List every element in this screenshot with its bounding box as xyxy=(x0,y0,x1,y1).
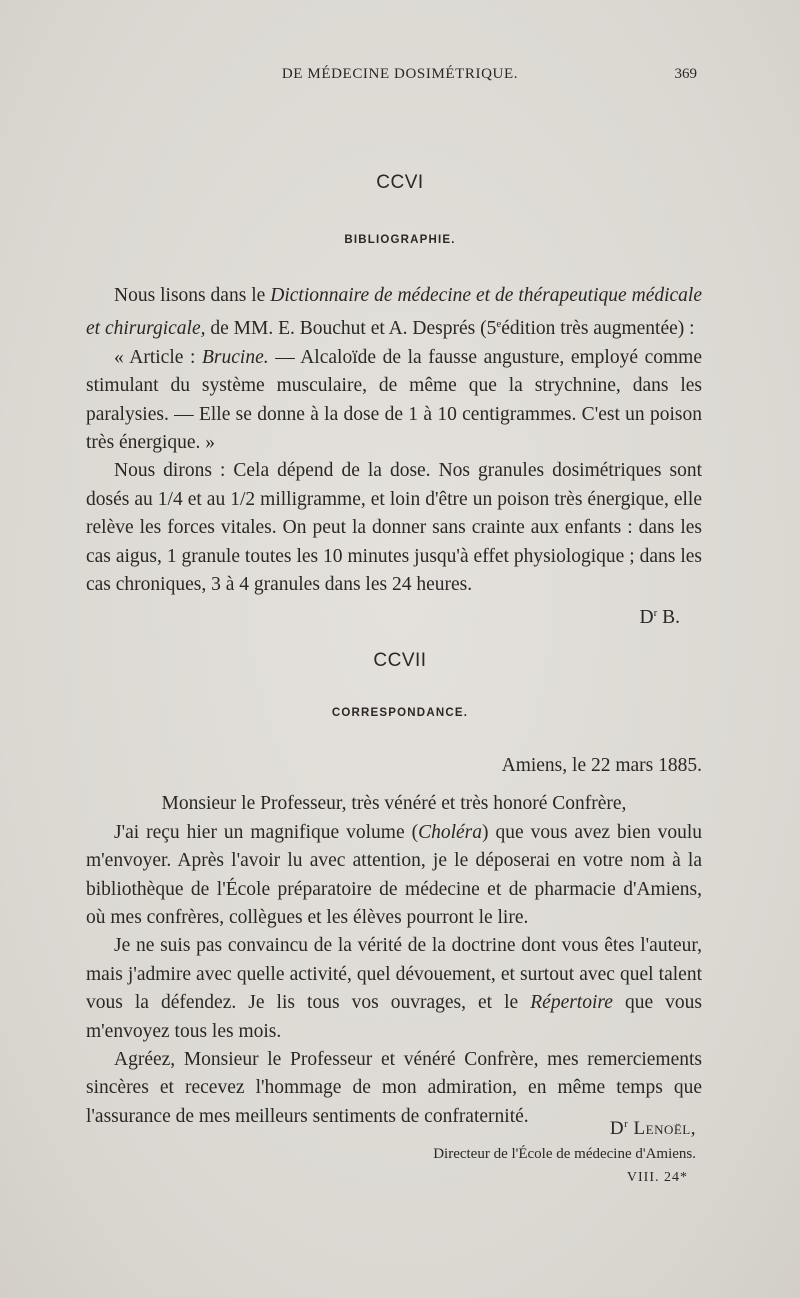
text-run: édition très augmentée) : xyxy=(501,318,695,340)
text-run: D xyxy=(639,607,654,629)
superscript: e xyxy=(496,318,502,331)
text-run: de MM. E. Bouchut et A. Després (5 xyxy=(205,318,497,340)
letter-signature xyxy=(433,1118,696,1163)
section-heading-bibliographie: BIBLIOGRAPHIE. xyxy=(344,234,456,246)
section-ccvii-body xyxy=(86,752,702,1131)
text-run: J'ai reçu hier un magnifique volume ( xyxy=(114,821,419,843)
page-number: 369 xyxy=(674,66,697,82)
signatory-name xyxy=(433,1118,696,1140)
text-run: Nous lisons dans le xyxy=(114,285,271,306)
text-run: D xyxy=(609,1118,625,1139)
printer-signature-mark: VIII. 24* xyxy=(626,1170,688,1185)
superscript: r xyxy=(624,1118,629,1130)
letter-paragraph-1 xyxy=(86,819,702,933)
section-heading-correspondance: CORRESPONDANCE. xyxy=(331,707,469,719)
text-run: que vous m'envoyez tous les mois. xyxy=(86,992,702,1042)
text-run: B. xyxy=(657,607,680,629)
text-run: Je ne suis pas convaincu de la vérité de la doctrine dont vous êtes l'auteur, mais j'admire avec quelle activité, quel dévouement, et surtout avec quel talent vous la défendez. Je lis tous vos ouvrages, et le xyxy=(86,935,702,1014)
paragraph-intro xyxy=(86,282,702,344)
running-title: DE MÉDECINE DOSIMÉTRIQUE. xyxy=(281,66,519,82)
salutation: Monsieur le Professeur, très vénéré et très honoré Confrère, xyxy=(161,793,627,815)
journal-title: Répertoire xyxy=(530,992,613,1014)
section-number-ccvii: CCVII xyxy=(373,650,427,671)
section-signature xyxy=(86,599,702,632)
letter-paragraph-2 xyxy=(86,932,702,1046)
running-head xyxy=(0,66,800,90)
text-run: — Alcaloïde de la fausse angusture, employé comme stimulant du système musculaire, de même que la strychnine, dans les paralysies. — Elle se donne à la dose de 1 à 10 centigrammes. C'est un poison très énergique. » xyxy=(86,346,702,454)
signatory-title: Directeur de l'École de médecine d'Amiens. xyxy=(433,1146,696,1162)
book-title: Dictionnaire de médecine et de thérapeutique médicale et chirurgicale, xyxy=(86,285,702,340)
paragraph-response: Nous dirons : Cela dépend de la dose. Nos granules dosimétriques sont dosés au 1/4 et au 1/2 milligramme, et loin d'être un poison très énergique, elle relève les forces vitales. On peut la donner sans crainte aux enfants : dans les cas aigus, 1 granule toutes les 10 minutes jusqu'à effet physiologique ; dans les cas chroniques, 3 à 4 granules dans les 24 heures. xyxy=(86,460,702,596)
superscript: r xyxy=(653,607,658,620)
text-run: Lenoël, xyxy=(628,1118,696,1139)
section-number-ccvi: CCVI xyxy=(376,172,424,193)
volume-title: Choléra xyxy=(418,821,483,843)
quote-term: Brucine. xyxy=(202,346,269,368)
text-run: ) que vous avez bien voulu m'envoyer. Après l'avoir lu avec attention, je le déposerai en votre nom à la bibliothèque de l'École préparatoire de médecine et de pharmacie d'Amiens, où mes confrères, collègues et les élèves pourront le lire. xyxy=(86,821,702,929)
dateline: Amiens, le 22 mars 1885. xyxy=(501,755,702,776)
text-run: « Article : xyxy=(114,346,202,368)
section-ccvi-body xyxy=(86,282,702,633)
letter-paragraph-3: Agréez, Monsieur le Professeur et vénéré Confrère, mes remerciements sincères et recevez l'hommage de mon admiration, en même temps que l'assurance de mes meilleurs sentiments de confraternité. xyxy=(86,1049,702,1127)
paragraph-quote xyxy=(86,344,702,458)
